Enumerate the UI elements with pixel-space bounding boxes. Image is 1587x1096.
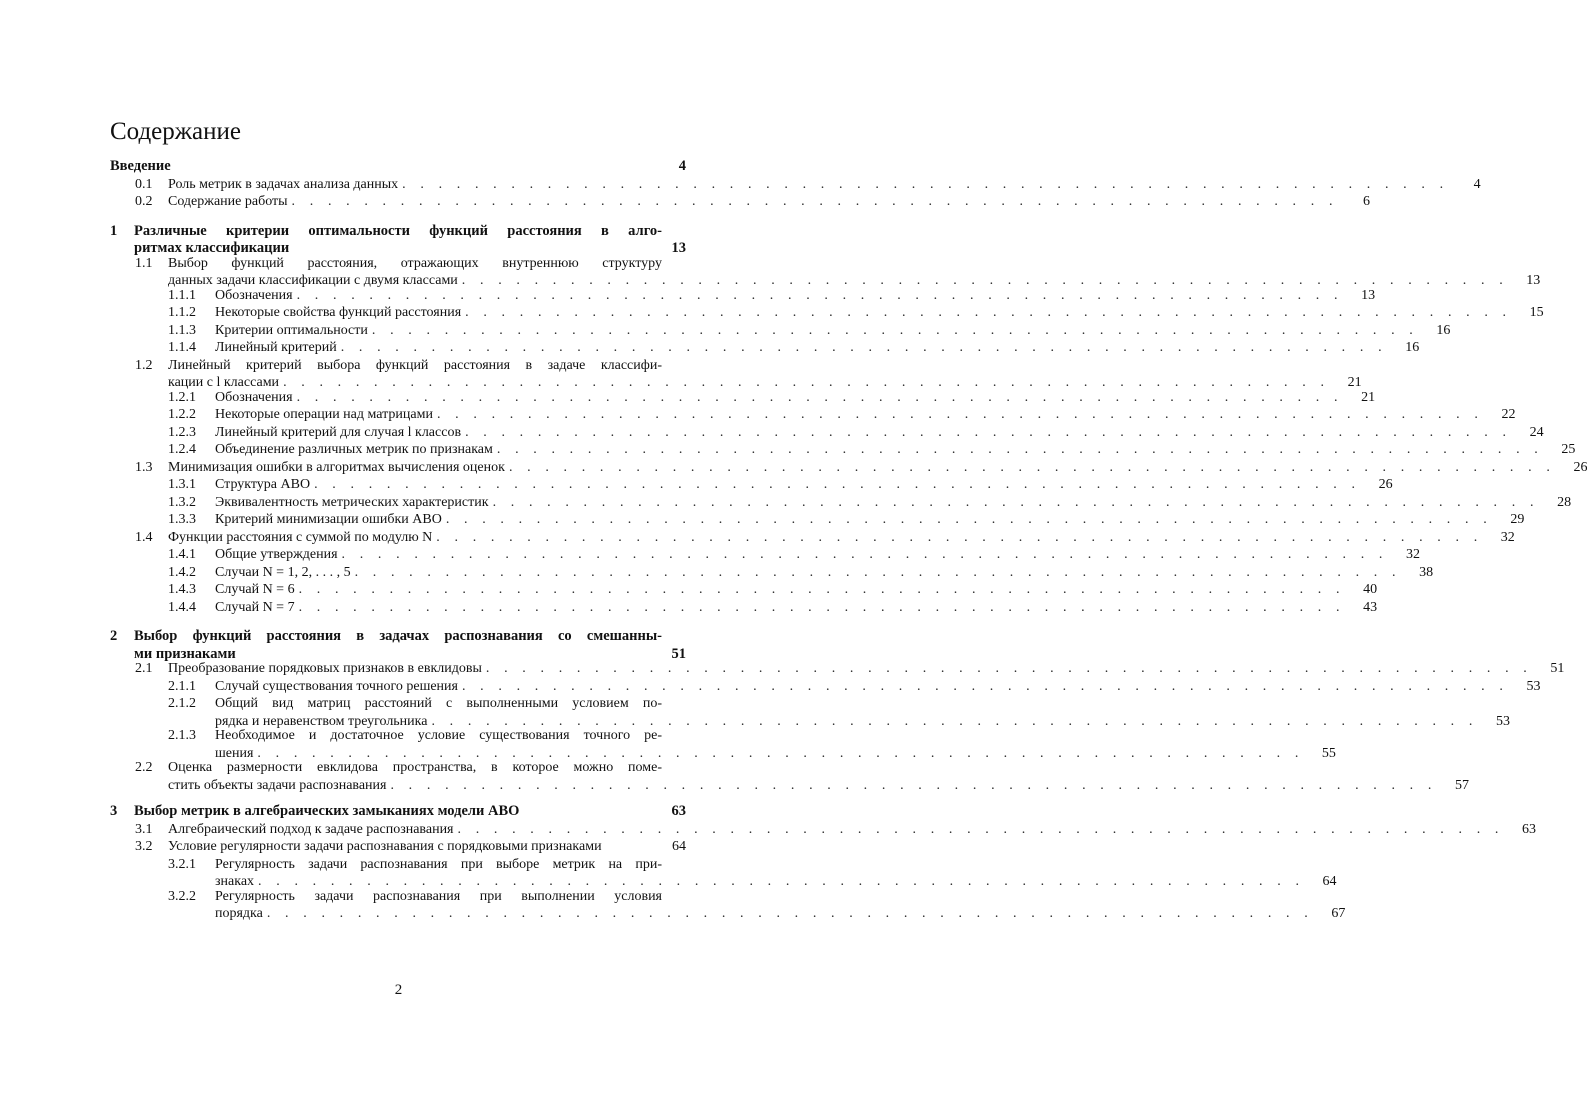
toc-subsection-2-1-1[interactable] — [110, 678, 1541, 696]
toc-page: 24 — [1529, 424, 1544, 440]
toc-title: Некоторые операции над матрицами — [215, 407, 433, 422]
toc-page: 6 — [1363, 194, 1371, 209]
toc-section-1-4[interactable] — [110, 529, 1515, 547]
toc-number: 1.2 — [135, 357, 153, 373]
toc-subsection-1-4-3[interactable] — [110, 581, 1378, 599]
toc-title: Выбор функций расстояния в задачах распознавания со смешанны- — [134, 628, 662, 644]
page-number: 2 — [394, 982, 403, 998]
toc-number: 1 — [110, 222, 118, 239]
toc-subsection-1-1-4[interactable] — [110, 339, 1420, 357]
toc-number: 1.4 — [135, 529, 153, 545]
toc-number: 1.3.1 — [168, 477, 196, 492]
dot-leader: . . . . . . . . . . . . . . . . . . . . . . . . . . . . . . . . . . . . . . . . . . . . . . . . . . . . . . . . . . — [296, 287, 1344, 303]
dot-leader: . . . . . . . . . . . . . . . . . . . . . . . . . . . . . . . . . . . . . . . . . . . . . . . . . . . . . . . . . . — [314, 477, 1361, 492]
toc-title: Случай N = 7 — [215, 599, 295, 615]
toc-title: Объединение различных метрик по признакам — [215, 442, 493, 457]
toc-section-2-1[interactable] — [110, 660, 1565, 678]
toc-title-cont: знаках — [215, 874, 255, 889]
toc-title-cont: порядка — [215, 906, 263, 921]
toc-title: Выбор функций расстояния, отражающих внутреннюю структуру — [168, 255, 662, 271]
toc-number: 2.2 — [135, 760, 153, 775]
dot-leader: . . . . . . . . . . . . . . . . . . . . . . . . . . . . . . . . . . . . . . . . . . . . . . . . . . . . . . . . . . — [496, 442, 1544, 457]
toc-title: Общий вид матриц расстояний с выполненными условием по- — [215, 696, 662, 711]
toc-section-2-2[interactable] — [110, 759, 1469, 793]
toc-title: Алгебраический подход к задаче распознавания — [168, 821, 454, 837]
toc-number: 1.1.3 — [168, 322, 196, 338]
toc-title: Регулярность задачи распознавания при выборе метрик на при- — [215, 856, 662, 872]
toc-title-cont: стить объекты задачи распознавания — [168, 777, 387, 793]
toc-page: 13 — [1526, 273, 1541, 288]
toc-page: 43 — [1363, 599, 1378, 615]
toc-number: 0.2 — [135, 194, 153, 209]
toc-page: 21 — [1347, 375, 1362, 390]
toc-subsection-1-2-4[interactable] — [110, 441, 1576, 459]
toc-chapter-2[interactable] — [110, 628, 686, 660]
toc-title: Обозначения — [215, 389, 293, 405]
toc-title: Роль метрик в задачах анализа данных — [168, 176, 399, 192]
toc-page: 32 — [1406, 547, 1421, 562]
toc-number: 0.1 — [135, 176, 153, 192]
dot-leader: . . . . . . . . . . . . . . . . . . . . . . . . . . . . . . . . . . . . . . . . . . . . . . . . . . . . . . . . . . — [508, 459, 1556, 475]
toc-page: 26 — [1378, 477, 1393, 492]
toc-title: Случай N = 6 — [215, 582, 295, 597]
toc-section-1-2[interactable] — [110, 357, 1362, 390]
toc-page: 67 — [1331, 906, 1346, 921]
toc-page: 64 — [672, 839, 686, 854]
toc-title: Выбор метрик в алгебраических замыканиях модели АВО — [134, 803, 520, 819]
toc-title: Критерии оптимальности — [215, 322, 368, 338]
toc-subsection-1-1-3[interactable] — [110, 322, 1451, 340]
toc-page: 16 — [1436, 322, 1451, 338]
dot-leader: . . . . . . . . . . . . . . . . . . . . . . . . . . . . . . . . . . . . . . . . . . . . . . . . . . . . . . . . . . — [298, 599, 1346, 615]
toc-subsection-1-3-2[interactable] — [110, 494, 1572, 512]
toc-number: 1.2.3 — [168, 424, 196, 440]
toc-subsection-3-2-2[interactable] — [110, 888, 1346, 921]
toc-subsection-1-4-1[interactable] — [110, 546, 1421, 564]
toc-title-cont: ми признаками — [134, 645, 236, 662]
toc-title-cont: шения — [215, 745, 254, 761]
toc-subsection-1-3-1[interactable] — [110, 476, 1393, 494]
toc-number: 1.1.1 — [168, 287, 196, 303]
toc-page: 57 — [1454, 777, 1469, 793]
dot-leader: . . . . . . . . . . . . . . . . . . . . . . . . . . . . . . . . . . . . . . . . . . . . . . . . . . . . . . . . . . — [461, 678, 1509, 694]
toc-page: 29 — [1510, 512, 1525, 527]
toc-title: Обозначения — [215, 287, 293, 303]
toc-page: 4 — [678, 158, 686, 174]
toc-number: 3.2.2 — [168, 888, 196, 904]
dot-leader: . . . . . . . . . . . . . . . . . . . . . . . . . . . . . . . . . . . . . . . . . . . . . . . . . . . . . . . . . . — [371, 322, 1419, 338]
dot-leader: . . . . . . . . . . . . . . . . . . . . . . . . . . . . . . . . . . . . . . . . . . . . . . . . . . . . . . . . . . — [465, 424, 1512, 440]
toc-chapter-1[interactable] — [110, 223, 686, 255]
toc-title: Случай существования точного решения — [215, 678, 458, 694]
toc-number: 1.4.4 — [168, 599, 196, 615]
toc-subsection-2-1-3[interactable] — [110, 727, 1336, 761]
dot-leader: . . . . . . . . . . . . . . . . . . . . . . . . . . . . . . . . . . . . . . . . . . . . . . . . . . . . . . . . . . — [283, 375, 1330, 390]
toc-page: 26 — [1573, 459, 1587, 475]
toc-number: 1.2.4 — [168, 442, 196, 457]
toc-page: 13 — [671, 240, 686, 256]
dot-leader: . . . . . . . . . . . . . . . . . . . . . . . . . . . . . . . . . . . . . . . . . . . . . . . . . . . . . . . . . . — [354, 564, 1402, 580]
toc-title: Общие утверждения — [215, 547, 338, 562]
toc-page: 40 — [1363, 582, 1378, 597]
toc-number: 2 — [110, 628, 118, 644]
toc-subsection-1-3-3[interactable] — [110, 511, 1525, 529]
toc-subsection-1-2-3[interactable] — [110, 424, 1544, 442]
dot-leader: . . . . . . . . . . . . . . . . . . . . . . . . . . . . . . . . . . . . . . . . . . . . . . . . . . . . . . . . . . — [266, 906, 1314, 921]
dot-leader: . . . . . . . . . . . . . . . . . . . . . . . . . . . . . . . . . . . . . . . . . . . . . . . . . . . . . . . . . . — [258, 874, 1305, 889]
toc-title: Содержание работы — [168, 194, 288, 209]
toc-section-3-2[interactable] — [110, 838, 686, 856]
dot-leader: . . . . . . . . . . . . . . . . . . . . . . . . . . . . . . . . . . . . . . . . . . . . . . . . . . . . . . . . . . — [341, 547, 1389, 562]
toc-page: 53 — [1495, 713, 1510, 729]
toc-title-cont: кации с l классами — [168, 375, 280, 390]
toc-section-1-1[interactable] — [110, 255, 1541, 288]
toc-number: 1.2.2 — [168, 407, 196, 422]
toc-number: 1.1.4 — [168, 340, 196, 355]
toc-page: 63 — [1522, 821, 1536, 837]
toc-number: 1.4.2 — [168, 564, 196, 580]
toc-title-cont: ритмах классификации — [134, 240, 290, 256]
page-title: Содержание — [110, 118, 241, 145]
dot-leader: . . . . . . . . . . . . . . . . . . . . . . . . . . . . . . . . . . . . . . . . . . . . . . . . . . . . . . . . . . — [436, 529, 1483, 545]
toc-number: 1.4.3 — [168, 582, 196, 597]
toc-title: Эквивалентность метрических характеристик — [215, 494, 489, 510]
toc-title: Линейный критерий для случая l классов — [215, 424, 462, 440]
dot-leader: . . . . . . . . . . . . . . . . . . . . . . . . . . . . . . . . . . . . . . . . . . . . . . . . . . . . . . . . . . — [402, 176, 1449, 192]
toc-number: 3.2.1 — [168, 856, 196, 872]
toc-page: 15 — [1529, 305, 1544, 320]
toc-number: 1.1.2 — [168, 305, 196, 320]
toc-title-cont: рядка и неравенством треугольника — [215, 713, 428, 729]
toc-title: Некоторые свойства функций расстояния — [215, 305, 462, 320]
toc-section-3-1[interactable] — [110, 821, 1536, 839]
toc-number: 3.2 — [135, 839, 153, 854]
toc-page: 63 — [671, 803, 686, 819]
dot-leader: . . . . . . . . . . . . . . . . . . . . . . . . . . . . . . . . . . . . . . . . . . . . . . . . . . . . . . . . . . — [340, 340, 1388, 355]
toc-subsection-1-4-4[interactable] — [110, 599, 1378, 617]
toc-page: 28 — [1557, 494, 1572, 510]
toc-number: 1.2.1 — [168, 389, 196, 405]
dot-leader: . . . . . . . . . . . . . . . . . . . . . . . . . . . . . . . . . . . . . . . . . . . . . . . . . . . . . . . . . . — [291, 194, 1339, 209]
toc-chapter-3[interactable] — [110, 803, 686, 821]
toc-number: 2.1.1 — [168, 678, 196, 694]
dot-leader: . . . . . . . . . . . . . . . . . . . . . . . . . . . . . . . . . . . . . . . . . . . . . . . . . . . . . . . . . . — [485, 661, 1533, 676]
dot-leader: . . . . . . . . . . . . . . . . . . . . . . . . . . . . . . . . . . . . . . . . . . . . . . . . . . . . . . . . . . — [390, 777, 1437, 793]
toc-title: Структура АВО — [215, 477, 311, 492]
toc-subsection-1-1-2[interactable] — [110, 304, 1544, 322]
toc-title: Условие регулярности задачи распознавания с порядковыми признаками — [168, 839, 602, 854]
dot-leader: . . . . . . . . . . . . . . . . . . . . . . . . . . . . . . . . . . . . . . . . . . . . . . . . . . . . . . . . . . — [445, 512, 1493, 527]
toc-number: 1.4.1 — [168, 547, 196, 562]
toc-title: Различные критерии оптимальности функций расстояния в алго- — [134, 222, 662, 239]
dot-leader: . . . . . . . . . . . . . . . . . . . . . . . . . . . . . . . . . . . . . . . . . . . . . . . . . . . . . . . . . . — [436, 407, 1484, 422]
toc-page: 53 — [1526, 678, 1541, 694]
toc-subsection-2-1-2[interactable] — [110, 695, 1510, 729]
toc-title: Случаи N = 1, 2, . . . , 5 — [215, 564, 351, 580]
toc-intro[interactable] — [110, 158, 686, 176]
toc-title: Необходимое и достаточное условие существования точного ре- — [215, 728, 662, 743]
toc-number: 1.3 — [135, 459, 153, 475]
toc-number: 2.1.2 — [168, 696, 196, 711]
toc-title: Минимизация ошибки в алгоритмах вычисления оценок — [168, 459, 505, 475]
toc-subsection-3-2-1[interactable] — [110, 856, 1337, 889]
toc-section-0-2[interactable] — [110, 193, 1371, 211]
toc-number: 2.1 — [135, 661, 153, 676]
toc-number: 1.1 — [135, 255, 153, 271]
toc-title: Функции расстояния с суммой по модулю N — [168, 529, 433, 545]
toc-title: Линейный критерий выбора функций расстояния в задаче классифи- — [168, 357, 662, 373]
toc-title: Линейный критерий — [215, 340, 337, 355]
toc-title: Оценка размерности евклидова пространства, в которое можно поме- — [168, 760, 662, 775]
toc-number: 1.3.2 — [168, 494, 196, 510]
toc-page: 4 — [1473, 176, 1481, 192]
toc-title: Преобразование порядковых признаков в евклидовы — [168, 661, 482, 676]
dot-leader: . . . . . . . . . . . . . . . . . . . . . . . . . . . . . . . . . . . . . . . . . . . . . . . . . . . . . . . . . . — [296, 389, 1344, 405]
toc-section-0-1[interactable] — [110, 176, 1481, 194]
toc-title: Введение — [110, 158, 171, 174]
toc-title: Регулярность задачи распознавания при выполнении условия — [215, 888, 662, 904]
toc-subsection-1-2-2[interactable] — [110, 406, 1516, 424]
dot-leader: . . . . . . . . . . . . . . . . . . . . . . . . . . . . . . . . . . . . . . . . . . . . . . . . . . . . . . . . . . — [492, 494, 1540, 510]
toc-page: 25 — [1561, 442, 1576, 457]
toc-page: 21 — [1361, 389, 1376, 405]
toc-number: 2.1.3 — [168, 728, 196, 743]
toc-subsection-1-2-1[interactable] — [110, 389, 1376, 407]
dot-leader: . . . . . . . . . . . . . . . . . . . . . . . . . . . . . . . . . . . . . . . . . . . . . . . . . . . . . . . . . . — [461, 273, 1509, 288]
toc-number: 3.1 — [135, 821, 153, 837]
toc-page: 64 — [1322, 874, 1337, 889]
dot-leader: . . . . . . . . . . . . . . . . . . . . . . . . . . . . . . . . . . . . . . . . . . . . . . . . . . . . . . . . . . — [257, 745, 1304, 761]
toc-page: 51 — [1550, 661, 1565, 676]
toc-subsection-1-1-1[interactable] — [110, 287, 1376, 305]
dot-leader: . . . . . . . . . . . . . . . . . . . . . . . . . . . . . . . . . . . . . . . . . . . . . . . . . . . . . . . . . . — [457, 821, 1504, 837]
toc-page: 32 — [1500, 529, 1515, 545]
toc-title: Критерий минимизации ошибки АВО — [215, 512, 442, 527]
toc-page: 22 — [1501, 407, 1516, 422]
toc-page: 51 — [671, 645, 686, 662]
toc-page: 38 — [1419, 564, 1434, 580]
toc-page: 13 — [1361, 287, 1376, 303]
dot-leader: . . . . . . . . . . . . . . . . . . . . . . . . . . . . . . . . . . . . . . . . . . . . . . . . . . . . . . . . . . — [298, 582, 1346, 597]
toc-section-1-3[interactable] — [110, 459, 1587, 477]
toc-subsection-1-4-2[interactable] — [110, 564, 1434, 582]
toc-number: 1.3.3 — [168, 512, 196, 527]
toc-page: 55 — [1321, 745, 1336, 761]
dot-leader: . . . . . . . . . . . . . . . . . . . . . . . . . . . . . . . . . . . . . . . . . . . . . . . . . . . . . . . . . . — [431, 713, 1478, 729]
toc-page: 16 — [1405, 340, 1420, 355]
dot-leader: . . . . . . . . . . . . . . . . . . . . . . . . . . . . . . . . . . . . . . . . . . . . . . . . . . . . . . . . . . — [465, 305, 1512, 320]
toc-number: 3 — [110, 803, 118, 819]
toc-title-cont: данных задачи классификации с двумя классами — [168, 273, 458, 288]
table-of-contents — [110, 158, 1587, 921]
